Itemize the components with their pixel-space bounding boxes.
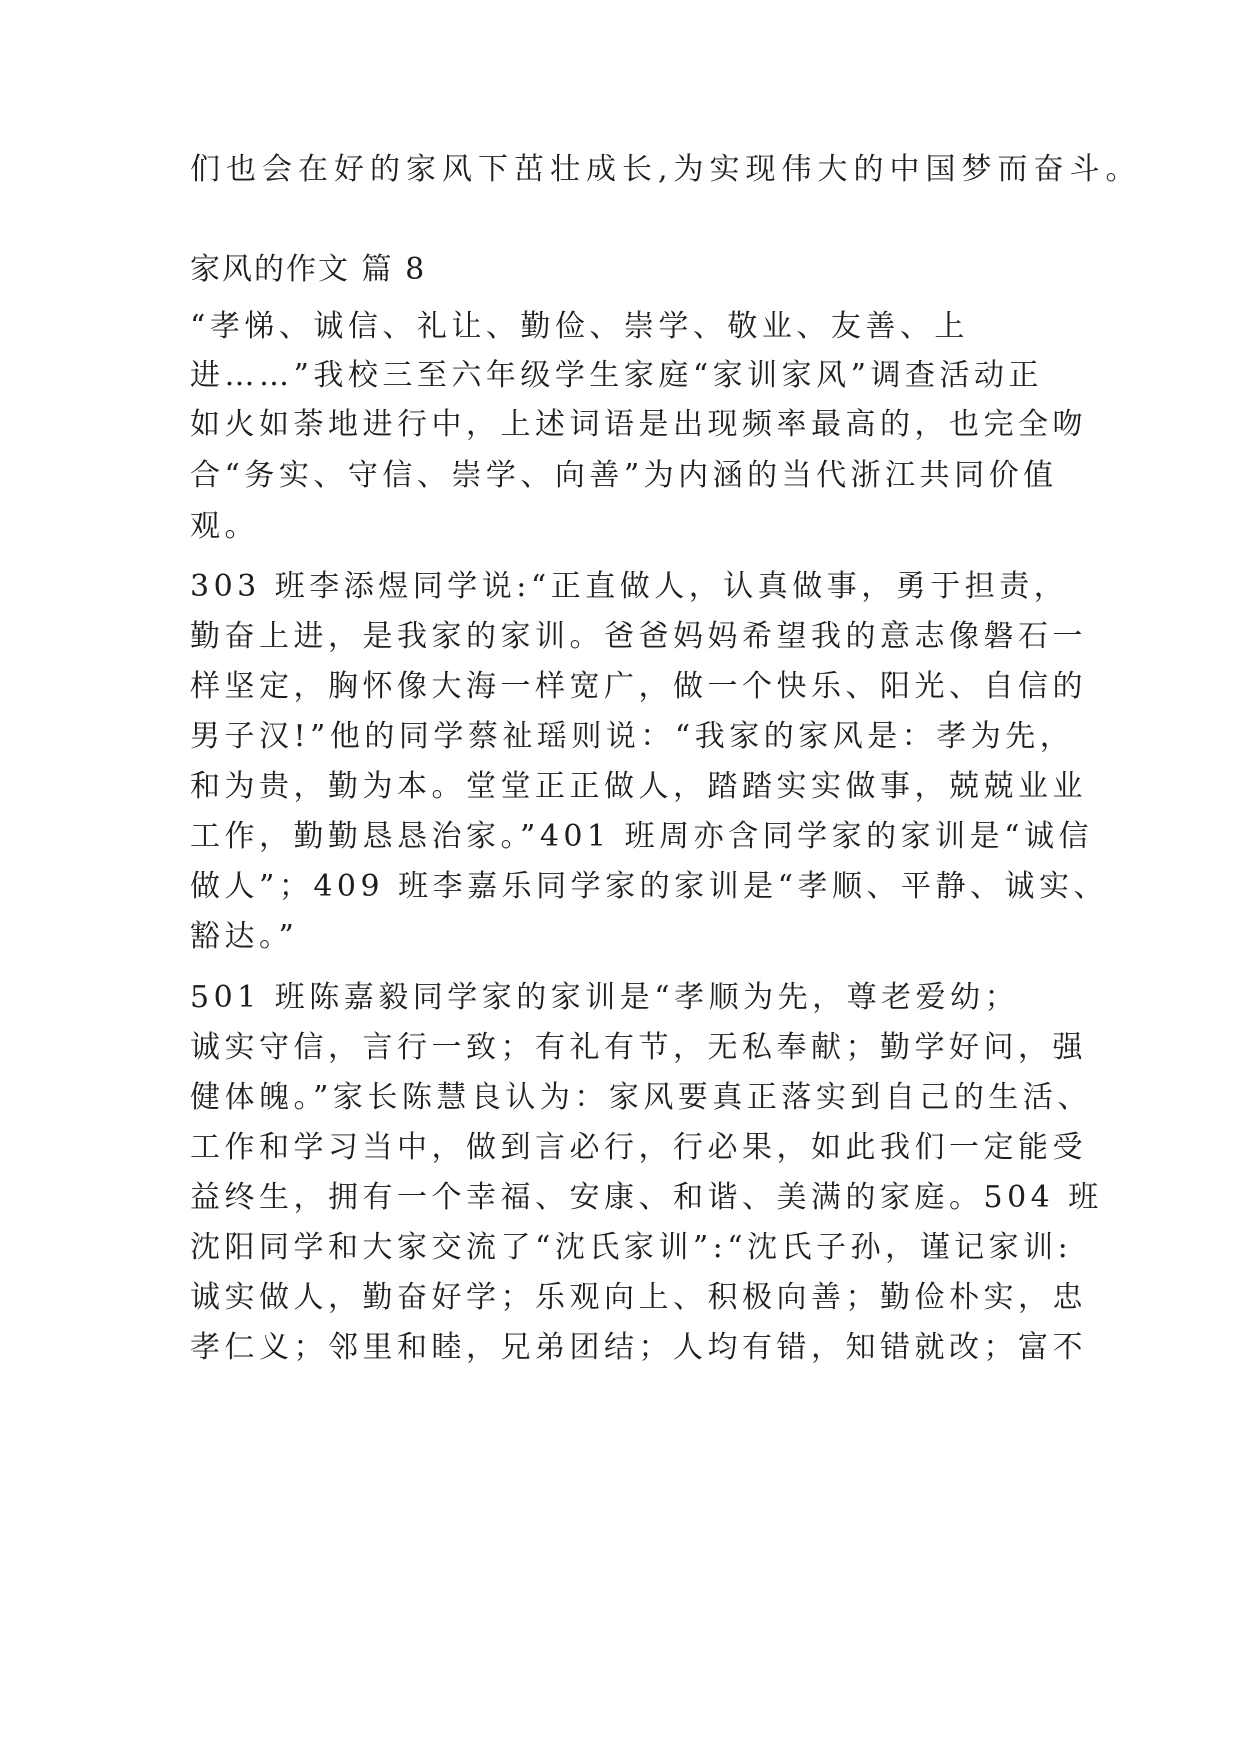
text-line: 孝仁义；邻里和睦，兄弟团结；人均有错，知错就改；富不 bbox=[190, 1330, 1087, 1365]
text-line: 益终生，拥有一个幸福、安康、和谐、美满的家庭。504 班 bbox=[190, 1180, 1103, 1215]
text-line: 工作和学习当中，做到言必行，行必果，如此我们一定能受 bbox=[190, 1130, 1087, 1165]
text-line: 男子汉!”他的同学蔡祉瑶则说：“我家的家风是：孝为先， bbox=[190, 719, 1075, 754]
text-line: 303 班李添煜同学说:“正直做人，认真做事，勇于担责， bbox=[190, 569, 1069, 604]
text-line: “孝悌、诚信、礼让、勤俭、崇学、敬业、友善、上 bbox=[190, 309, 969, 344]
text-line: 样坚定，胸怀像大海一样宽广，做一个快乐、阳光、自信的 bbox=[190, 669, 1087, 704]
text-line: 豁达。” bbox=[190, 919, 299, 954]
text-line: 诚实守信，言行一致；有礼有节，无私奉献；勤学好问，强 bbox=[190, 1030, 1087, 1065]
text-line: 和为贵，勤为本。堂堂正正做人，踏踏实实做事，兢兢业业 bbox=[190, 769, 1087, 804]
text-line: 进……”我校三至六年级学生家庭“家训家风”调查活动正 bbox=[190, 358, 1044, 393]
text-line: 如火如荼地进行中，上述词语是出现频率最高的，也完全吻 bbox=[190, 407, 1087, 442]
text-line: 健体魄。”家长陈慧良认为：家风要真正落实到自己的生活、 bbox=[190, 1080, 1092, 1115]
text-line: 做人”；409 班李嘉乐同学家的家训是“孝顺、平静、诚实、 bbox=[190, 869, 1108, 904]
text-line: 观。 bbox=[190, 509, 259, 544]
text-line: 501 班陈嘉毅同学家的家训是“孝顺为先，尊老爱幼； bbox=[190, 980, 1020, 1015]
text-line: 合“务实、守信、崇学、向善”为内涵的当代浙江共同价值 bbox=[190, 458, 1058, 493]
text-line: 沈阳同学和大家交流了“沈氏家训”:“沈氏子孙，谨记家训: bbox=[190, 1230, 1073, 1265]
text-line: 勤奋上进，是我家的家训。爸爸妈妈希望我的意志像磐石一 bbox=[190, 619, 1087, 654]
section-heading: 家风的作文 篇 8 bbox=[190, 252, 427, 287]
text-line: 们也会在好的家风下茁壮成长,为实现伟大的中国梦而奋斗。 bbox=[190, 152, 1142, 187]
text-line: 诚实做人，勤奋好学；乐观向上、积极向善；勤俭朴实，忠 bbox=[190, 1280, 1087, 1315]
text-line: 工作，勤勤恳恳治家。”401 班周亦含同学家的家训是“诚信 bbox=[190, 819, 1093, 854]
